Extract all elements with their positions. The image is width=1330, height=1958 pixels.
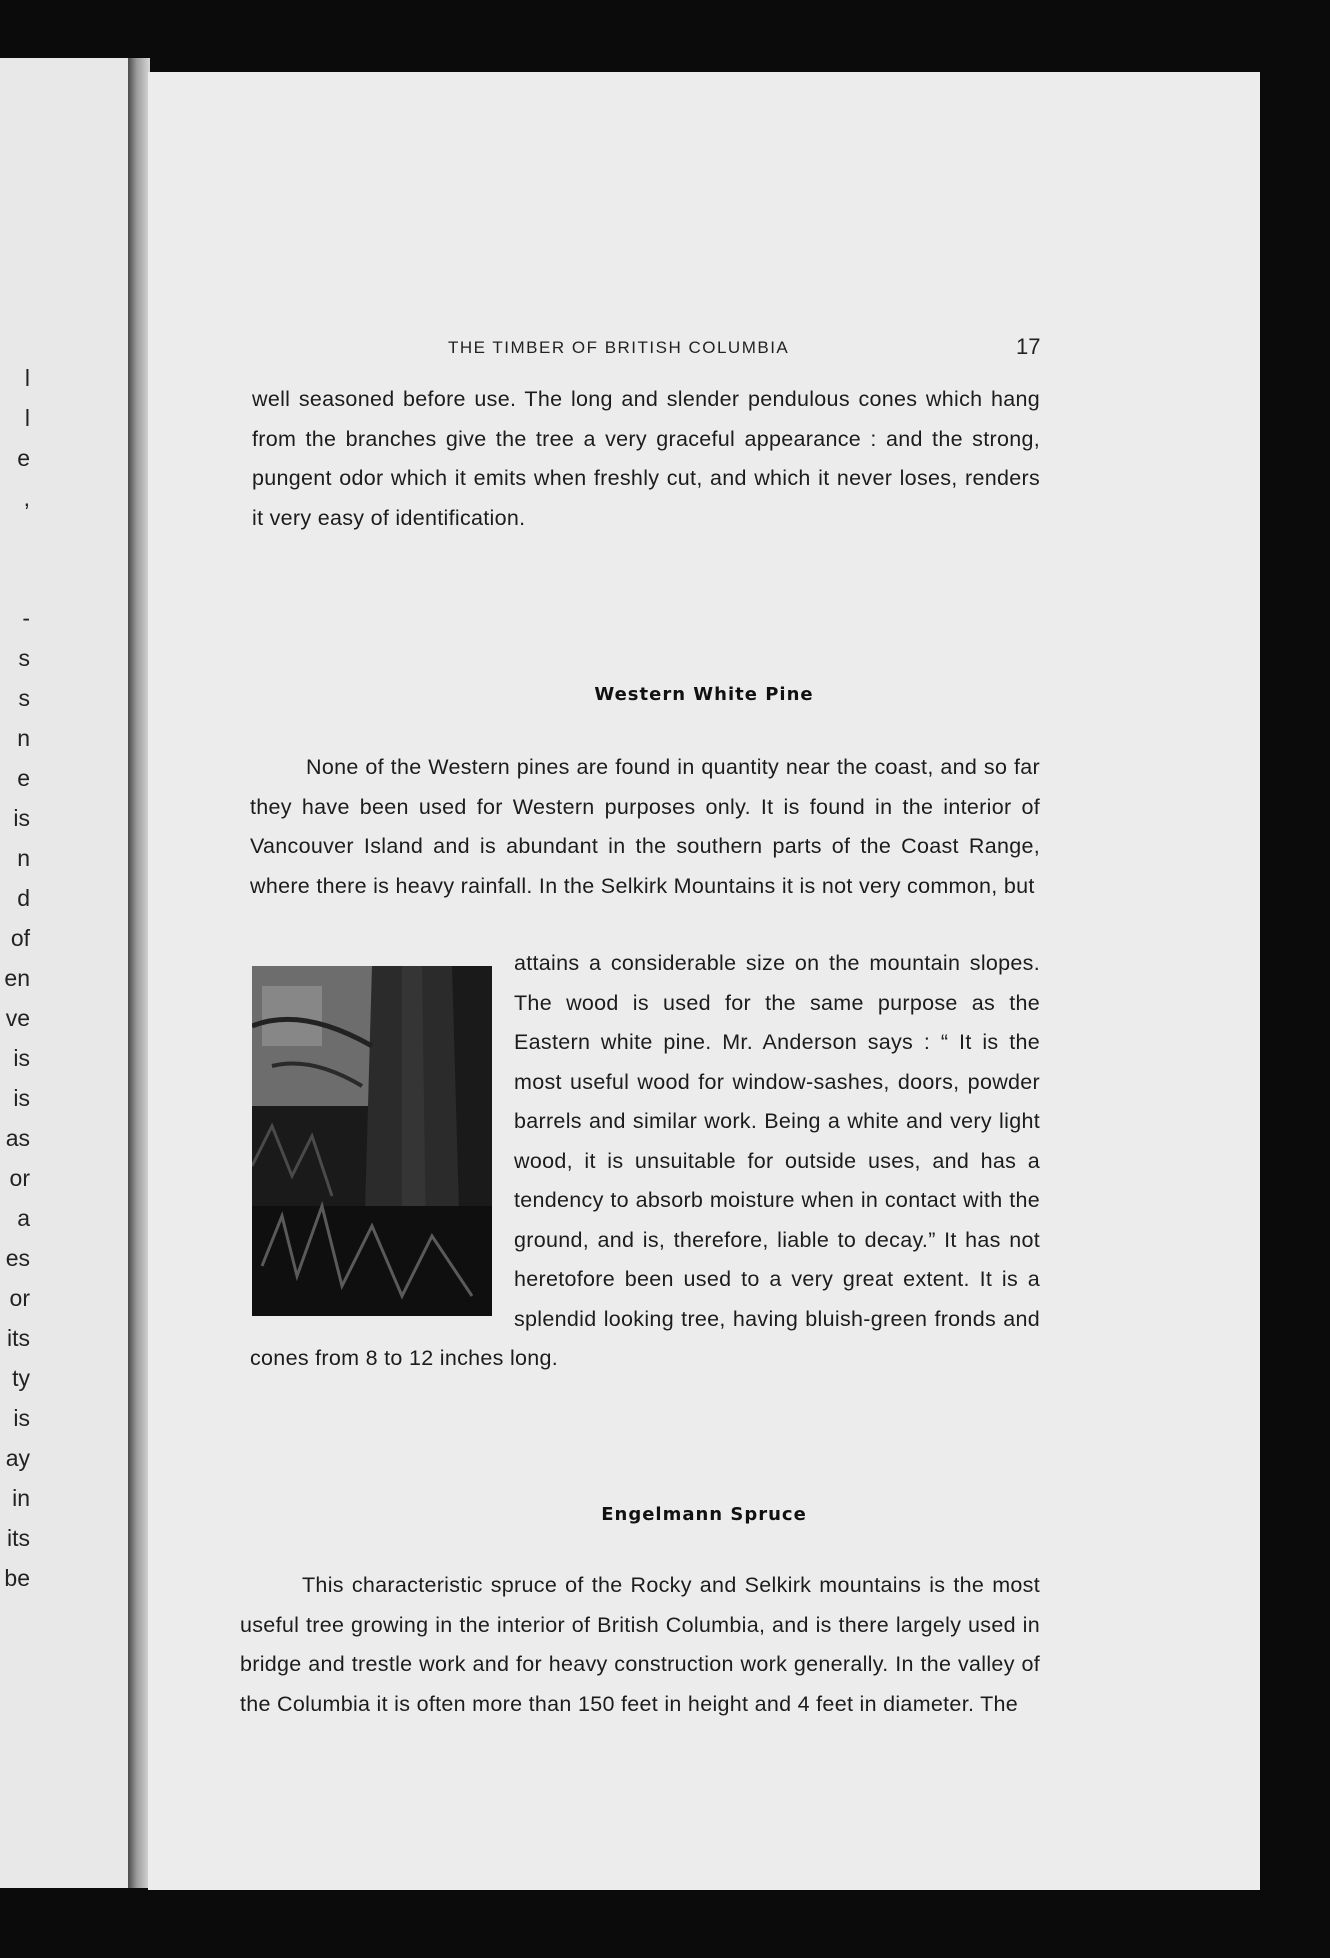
opening-paragraph: well seasoned before use. The long and slender pendulous cones which hang from the branches give the tree a very graceful appearance : and the strong, pungent odor which it emits when freshly cut, and which it never loses, renders it very easy of identification. — [252, 387, 1040, 530]
facing-page-fragment: s — [18, 645, 30, 671]
page-number: 17 — [1016, 334, 1041, 359]
facing-page-fragment: e — [17, 445, 30, 471]
facing-page-fragment — [0, 558, 30, 598]
facing-page-fragment: , — [23, 485, 30, 511]
book-page — [148, 72, 1260, 1890]
facing-page-fragment: be — [4, 1565, 30, 1591]
book-binding — [128, 58, 150, 1888]
facing-page-fragment: e — [17, 765, 30, 791]
facing-page-fragment: of — [10, 925, 30, 951]
running-head — [148, 328, 1260, 368]
facing-page-fragment: en — [4, 965, 30, 991]
facing-page-fragment: n — [17, 845, 30, 871]
facing-page-fragment: or — [9, 1165, 30, 1191]
facing-page-fragment: d — [17, 885, 30, 911]
facing-page-text-fragments — [0, 358, 30, 1598]
facing-page-fragment: es — [5, 1245, 30, 1271]
facing-page-fragment: is — [13, 1045, 30, 1071]
white-pine-paragraph-text: None of the Western pines are found in quantity near the coast, and so far they have been used for Western purposes only. It is found in the interior of Vancouver Island and is abundant in the southern parts of the Coast Range, where there is heavy rainfall. In the Selkirk Mountains it is not very common, but — [250, 755, 1040, 898]
engelmann-spruce-paragraph — [240, 1566, 1040, 1724]
facing-page-fragment: ay — [5, 1445, 30, 1471]
facing-page-fragment: l — [24, 365, 30, 391]
facing-page-fragment: is — [13, 1085, 30, 1111]
facing-page-fragment: ty — [12, 1365, 30, 1391]
facing-page-fragment: l — [24, 405, 30, 431]
running-title: THE TIMBER OF BRITISH COLUMBIA — [448, 338, 790, 357]
facing-page-fragment: n — [17, 725, 30, 751]
scan-background-right — [1260, 0, 1330, 1958]
facing-page — [0, 58, 142, 1888]
facing-page-fragment: is — [13, 805, 30, 831]
facing-page-fragment: its — [7, 1325, 30, 1351]
facing-page-fragment: in — [12, 1485, 30, 1511]
white-pine-wrap-paragraph: attains a considerable size on the mountain slopes. The wood is used for the same purpose as the Eastern white pine. Mr. Anderson says : “ It is the most useful wood for window-sashes, doors, powder barrels and similar work. Being a white and very light wood, it is unsuitable for outside uses, and has a tendency to absorb moisture when in contact with the ground, and is, therefore, liable to decay.” It has not heretofore been used to a very great extent. It is a splendid looking tree, having bluish-green fronds and cones from 8 to 12 inches long. — [250, 951, 1040, 1370]
section-heading-engelmann-spruce: Engelmann Spruce — [601, 1504, 807, 1525]
tree-trunk-photo — [252, 966, 492, 1316]
facing-page-fragment: or — [9, 1285, 30, 1311]
facing-page-fragment: as — [5, 1125, 30, 1151]
facing-page-fragment: ve — [5, 1005, 30, 1031]
facing-page-fragment: its — [7, 1525, 30, 1551]
facing-page-fragment: - — [22, 605, 30, 631]
white-pine-wrapped-text — [250, 944, 1040, 1379]
white-pine-paragraph — [250, 748, 1040, 906]
facing-page-fragment: s — [18, 685, 30, 711]
facing-page-fragment — [0, 518, 30, 558]
facing-page-fragment: a — [17, 1205, 30, 1231]
facing-page-fragment: is — [13, 1405, 30, 1431]
section-heading-western-white-pine: Western White Pine — [594, 684, 814, 705]
engelmann-spruce-paragraph-text: This characteristic spruce of the Rocky and Selkirk mountains is the most useful tree growing in the interior of British Columbia, and is there largely used in bridge and trestle work and for heavy construction work generally. In the valley of the Columbia it is often more than 150 feet in height and 4 feet in diameter. The — [240, 1573, 1040, 1716]
